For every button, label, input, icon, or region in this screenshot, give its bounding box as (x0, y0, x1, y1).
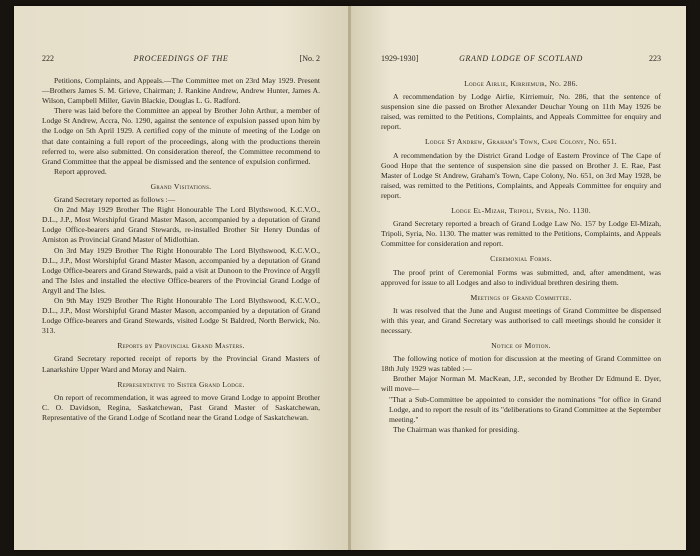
right-page (351, 6, 686, 550)
right-page-number: 223 (649, 54, 661, 63)
section-heading: Meetings of Grand Committee. (470, 292, 572, 302)
left-page (14, 6, 349, 550)
paragraph: Petitions, Complaints, and Appeals.—The Committee met on 23rd May 1929. Present—Brothers James S. M. Grieve, Chairman; J. Rankine Andrew, Andrew Hunter, James A. Wilson, Campbell Miller, Gavin Blackie, Douglas L. G. Radford. (42, 76, 320, 106)
paragraph: The proof print of Ceremonial Forms was submitted, and, after amendment, was approved for issue to all Lodges and also to individual brethren desiring them. (381, 267, 661, 287)
paragraph: There was laid before the Committee an appeal by Brother John Arthur, a member of Lodge St Andrew, Accra, No. 1290, against the sentence of expulsion passed upon him by the Lodge on 5th April 1929. A certified copy of the minute of meeting of the Lodge on that date containing a full report of the proceedings, along with the productions therein referred to, were also submitted. On consideration thereof, the Committee recommend to Grand Committee that the appeal be dismissed and the sentence of expulsion confirmed. (42, 106, 320, 166)
left-page-body (42, 76, 320, 423)
paragraph: The following notice of motion for discussion at the meeting of Grand Committee on 18th July 1929 was tabled :— (381, 354, 661, 374)
paragraph: Grand Secretary reported as follows :— (54, 195, 176, 205)
right-running-title: GRAND LODGE OF SCOTLAND (459, 54, 583, 63)
book-spread (14, 6, 686, 550)
section-heading: Ceremonial Forms. (490, 254, 552, 264)
paragraph: Report approved. (54, 166, 107, 176)
section-heading: Lodge St Andrew, Graham's Town, Cape Colony, No. 651. (424, 137, 618, 147)
right-year-range: 1929-1930] (381, 54, 419, 63)
section-heading: Representative to Sister Grand Lodge. (117, 379, 245, 389)
paragraph: On 9th May 1929 Brother The Right Honourable The Lord Blythswood, K.C.V.O., D.L., J.P., Most Worshipful Grand Master Mason, accompanied by a deputation of Grand Lodge Office-bearers and Grand Stewards, visited Lodge St Baldred, North Berwick, No. 313. (42, 295, 320, 336)
left-page-number: 222 (42, 54, 54, 63)
left-running-title: PROCEEDINGS OF THE (133, 54, 229, 63)
left-running-head (42, 54, 320, 66)
paragraph: On report of recommendation, it was agreed to move Grand Lodge to appoint Brother C. O. Davidson, Regina, Saskatchewan, Past Grand Master of Saskatchewan, Representative of the Grand Lodge of Scotland near the Grand Lodge of Saskatchewan. (42, 392, 320, 422)
paragraph: Grand Secretary reported receipt of reports by the Provincial Grand Masters of Lanarkshire Upper Ward and Moray and Nairn. (42, 354, 320, 374)
section-heading: Lodge Airlie, Kirriemuir, No. 286. (464, 79, 578, 88)
section-heading: Lodge El-Mizah, Tripoli, Syria, No. 1130. (451, 206, 591, 216)
paragraph: A recommendation by the District Grand Lodge of Eastern Province of The Cape of Good Hope that the sentence of suspension sine die passed on Brother J. E. Rae, Past Master of Lodge St Andrew, Graham's Town, Cape Colony, No. 651, on 3rd May 1928, be raised, was remitted to the Petitions, Complaints, and Appeals Committee for enquiry and report. (381, 150, 661, 200)
right-running-head (381, 54, 661, 66)
right-page-body (381, 74, 661, 435)
paragraph: Brother Major Norman M. MacKean, J.P., seconded by Brother Dr Edmund E. Dyer, will move— (381, 374, 661, 394)
section-heading: Notice of Motion. (491, 341, 551, 351)
paragraph: The Chairman was thanked for presiding. (393, 424, 520, 434)
section-heading: Grand Visitations. (150, 181, 212, 191)
quoted-motion: "That a Sub-Committee be appointed to consider the nominations "for office in Grand Lodge, and to report the result of its "deliberations to Grand Committee at the September meeting." (389, 394, 661, 424)
section-heading: Reports by Provincial Grand Masters. (117, 341, 245, 351)
paragraph: On 3rd May 1929 Brother The Right Honourable The Lord Blythswood, K.C.V.O., D.L., J.P., Most Worshipful Grand Master Mason, accompanied by a deputation of Grand Lodge Office-bearers and Grand Stewards, paid a visit at Dunoon to the Province of Argyll and The Isles and installed the elective Office-bearers of the Provincial Grand Lodge of Argyll and The Isles. (42, 245, 320, 295)
left-issue-number: [No. 2 (299, 54, 320, 63)
paragraph: On 2nd May 1929 Brother The Right Honourable The Lord Blythswood, K.C.V.O., D.L., J.P., Most Worshipful Grand Master Mason, accompanied by a deputation of Grand Lodge Office-bearers and Grand Stewards, re-installed Brother Sir Henry Dundas of Arniston as Provincial Grand Master of Midlothian. (42, 205, 320, 245)
paragraph: It was resolved that the June and August meetings of Grand Committee be dispensed with this year, and Grand Secretary was authorised to call meetings should he consider it necessary. (381, 305, 661, 335)
paragraph: A recommendation by Lodge Airlie, Kirriemuir, No. 286, that the sentence of suspension sine die passed on Brother Alexander Deuchar Young on 11th May 1926 be raised, was remitted to the Petitions, Complaints, and Appeals Committee for enquiry and report. (381, 92, 661, 132)
paragraph: Grand Secretary reported a breach of Grand Lodge Law No. 157 by Lodge El-Mizah, Tripoli, Syria, No. 1130. The matter was remitted to the Petitions, Complaints, and Appeals Committee for consideration and report. (381, 219, 661, 249)
